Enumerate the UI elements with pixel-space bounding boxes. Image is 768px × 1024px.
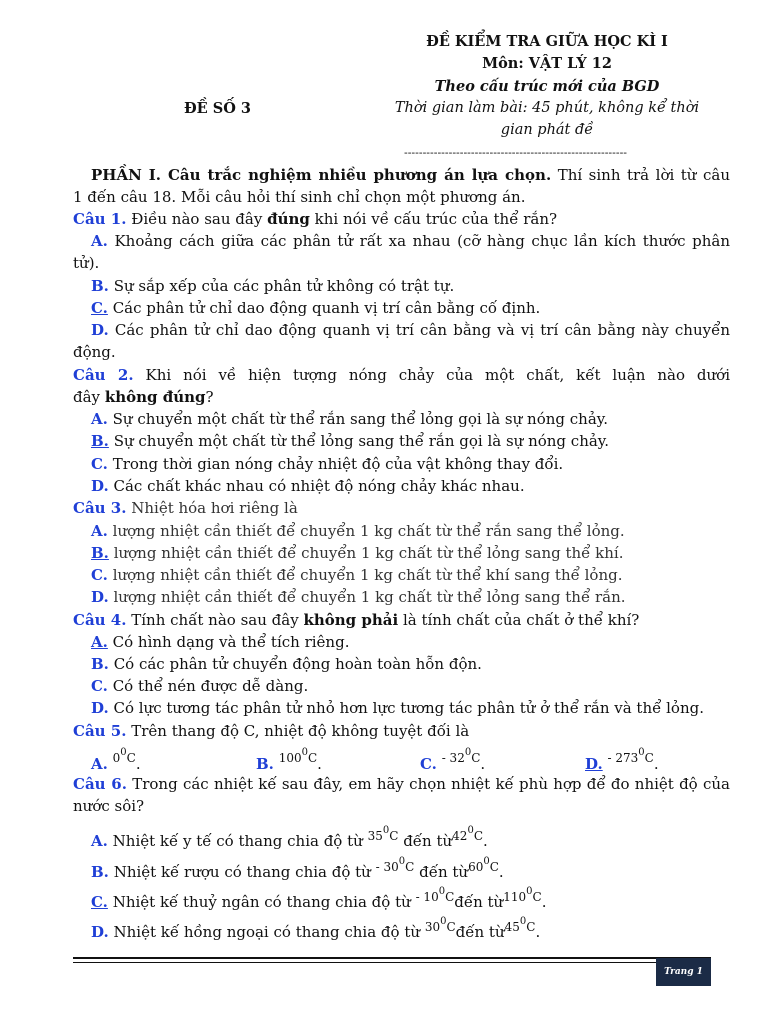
subject: Môn: VẬT LÝ 12 [482,55,612,72]
question-1: Câu 1. Điều nào sau đây đúng khi nói về cấu trúc của thể rắn? [73,210,558,228]
q4-option-d: D. Có lực tương tác phân tử nhỏ hơn lực tương tác phân tử ở thể rắn và thể lỏng. [91,699,704,717]
q1-option-d: D. Các phân tử chỉ dao động quanh vị trí cân bằng và vị trí cân bằng này chuyển [91,321,730,339]
part-instruction: 1 đến câu 18. Mỗi câu hỏi thí sinh chỉ chọn một phương án. [73,188,526,206]
q1-option-a: A. Khoảng cách giữa các phân tử rất xa nhau (cỡ hàng chục lần kích thước phân [91,232,730,250]
q4-option-c: C. Có thể nén được dễ dàng. [91,677,309,695]
divider: ------------------------------------------------------------ [404,146,628,159]
q3-option-c: C. lượng nhiệt cần thiết để chuyển 1 kg chất từ thể khí sang thể lỏng. [91,566,623,584]
q5-option-c: C. $^{- 32^0C}$. [420,747,486,773]
question-5: Câu 5. Trên thang độ C, nhiệt độ không tuyệt đối là [73,722,470,740]
exam-title: ĐỀ KIỂM TRA GIỮA HỌC KÌ I [426,33,668,50]
q1-option-a-cont: tử). [73,254,100,272]
time-line-2: gian phát đề [500,122,594,138]
question-6-cont: nước sôi? [73,797,145,815]
q3-option-a: A. lượng nhiệt cần thiết để chuyển 1 kg chất từ thể rắn sang thể lỏng. [91,522,625,540]
q1-option-d-cont: động. [73,343,116,361]
q6-option-a: A. Nhiệt kế y tế có thang chia độ từ $^{35^0C}$ đến từ$^{42^0C}$. [91,825,488,850]
question-3: Câu 3. Nhiệt hóa hơi riêng là [73,499,298,517]
q6-option-d: D. Nhiệt kế hồng ngoại có thang chia độ từ $^{30^0C}$đến từ$^{45^0C}$. [91,916,541,941]
q1-option-c: C. Các phân tử chỉ dao động quanh vị trí cân bằng cố định. [91,299,541,317]
page-number: Trang 1 [664,967,703,977]
q5-option-b: B. $^{100^0C}$. [256,747,322,773]
footer-rule-thin [73,962,656,963]
q2-option-c: C. Trong thời gian nóng chảy nhiệt độ của vật không thay đổi. [91,455,564,473]
q3-option-b: B. lượng nhiệt cần thiết để chuyển 1 kg chất từ thể lỏng sang thể khí. [91,544,624,562]
q2-option-b: B. Sự chuyển một chất từ thể lỏng sang thể rắn gọi là sự nóng chảy. [91,432,610,450]
question-6: Câu 6. Trong các nhiệt kế sau đây, em hãy chọn nhiệt kế phù hợp để đo nhiệt độ của [73,775,730,793]
q2-option-d: D. Các chất khác nhau có nhiệt độ nóng chảy khác nhau. [91,477,525,495]
q2-option-a: A. Sự chuyển một chất từ thể rắn sang thể lỏng gọi là sự nóng chảy. [91,410,609,428]
q6-option-b: B. Nhiệt kế rượu có thang chia độ từ $^{- 30^0C}$ đến từ$^{60^0C}$. [91,856,504,881]
q1-option-b: B. Sự sắp xếp của các phân tử không có trật tự. [91,277,455,295]
footer-rule-thick [73,957,711,959]
exam-number: ĐỀ SỐ 3 [184,100,252,117]
q3-option-d: D. lượng nhiệt cần thiết để chuyển 1 kg chất từ thể lỏng sang thể rắn. [91,588,626,606]
page-number-badge [656,958,711,986]
question-2: Câu 2. Khi nói về hiện tượng nóng chảy của một chất, kết luận nào dưới [73,366,730,384]
time-line-1: Thời gian làm bài: 45 phút, không kể thời [394,100,700,116]
question-2-cont: đây không đúng? [73,388,214,406]
part-heading: PHẦN I. Câu trắc nghiệm nhiều phương án lựa chọn. Thí sinh trả lời từ câu [91,166,730,184]
q6-option-c: C. Nhiệt kế thuỷ ngân có thang chia độ từ $^{- 10^0C}$đến từ$^{110^0C}$. [91,886,547,911]
q5-option-d: D. $^{- 273^0C}$. [585,747,659,773]
question-4: Câu 4. Tính chất nào sau đây không phải là tính chất của chất ở thể khí? [73,611,640,629]
q4-option-b: B. Có các phân tử chuyển động hoàn toàn hỗn độn. [91,655,482,673]
structure-note: Theo cấu trúc mới của BGD [434,78,660,95]
q4-option-a: A. Có hình dạng và thể tích riêng. [91,633,350,651]
q5-option-a: A. $^{0^0C}$. [91,747,141,773]
